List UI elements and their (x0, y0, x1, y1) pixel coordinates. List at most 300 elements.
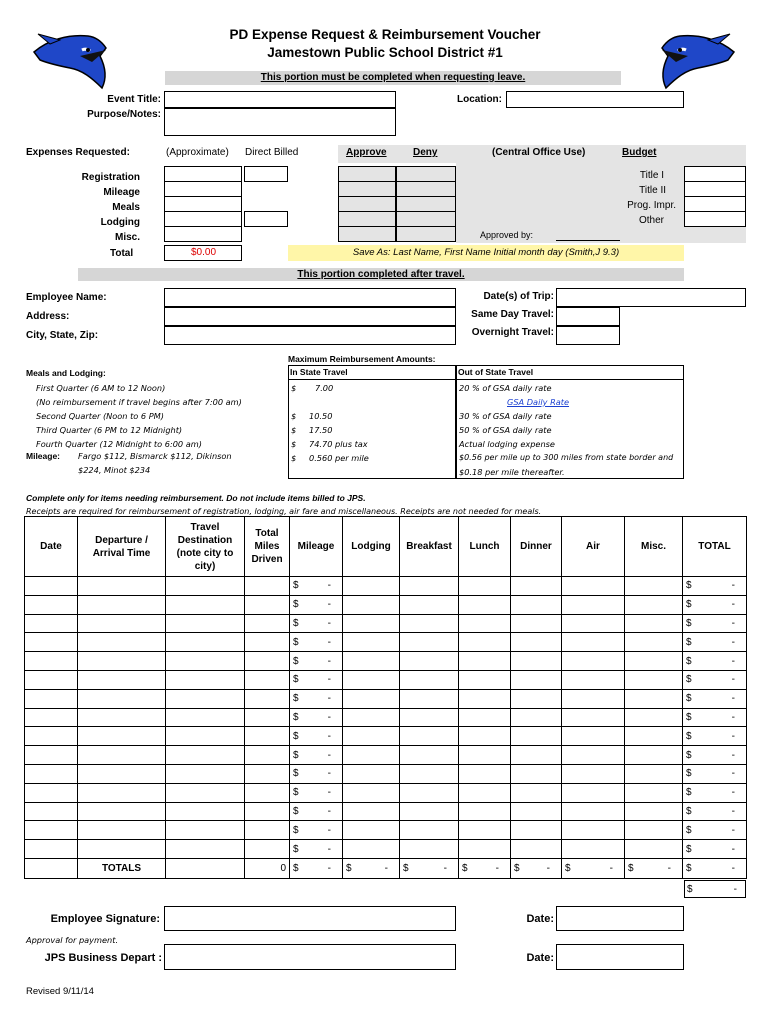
cell-air[interactable] (562, 577, 625, 596)
cell-mileage[interactable] (290, 577, 343, 596)
cell-lunch[interactable] (459, 614, 511, 633)
registration-direct-field[interactable] (244, 166, 288, 182)
dollar-sign: $ (686, 843, 692, 855)
cell-miles[interactable] (245, 746, 290, 765)
totals-breakfast (400, 858, 459, 878)
dollar-sign: $ (293, 843, 299, 855)
cell-misc[interactable] (625, 614, 683, 633)
cell-total[interactable] (683, 577, 747, 596)
cell-mileage[interactable] (290, 821, 343, 840)
cell-departure[interactable] (78, 633, 166, 652)
cell-dinner[interactable] (511, 802, 562, 821)
gsa-daily-rate-link[interactable]: GSA Daily Rate (507, 397, 570, 407)
cell-date[interactable] (25, 595, 78, 614)
approve-lodging[interactable] (338, 211, 396, 227)
cell-total[interactable] (683, 652, 747, 671)
meals-approx-field[interactable] (164, 196, 242, 212)
cell-total[interactable] (683, 727, 747, 746)
col-mileage: Mileage (290, 517, 343, 577)
out-state-values (459, 381, 683, 479)
overnight-travel-label: Overnight Travel: (471, 327, 554, 338)
mileage-approx-field[interactable] (164, 181, 242, 197)
cell-date[interactable] (25, 633, 78, 652)
cell-date[interactable] (25, 614, 78, 633)
cell-lodging[interactable] (343, 802, 400, 821)
cell-dinner[interactable] (511, 595, 562, 614)
cell-lunch[interactable] (459, 708, 511, 727)
dollar-sign: $ (686, 655, 692, 667)
dash-value: - (327, 749, 331, 761)
cell-miles[interactable] (245, 840, 290, 859)
dollar-sign: $ (293, 636, 299, 648)
approved-by-label: Approved by: (480, 230, 534, 240)
cell-breakfast[interactable] (400, 633, 459, 652)
cell-breakfast[interactable] (400, 595, 459, 614)
cell-date[interactable] (25, 727, 78, 746)
no-reimbursement-note: (No reimbursement if travel begins after 7:00 am) (36, 397, 242, 407)
approved-by-line[interactable] (556, 240, 620, 241)
cell-departure[interactable] (78, 802, 166, 821)
cell-miles[interactable] (245, 633, 290, 652)
cell-mileage[interactable] (290, 746, 343, 765)
cell-lodging[interactable] (343, 708, 400, 727)
totals-lunch (459, 858, 511, 878)
dollar-sign: $ (686, 693, 692, 705)
cell-lunch[interactable] (459, 652, 511, 671)
cell-mileage[interactable] (290, 708, 343, 727)
cell-miles[interactable] (245, 708, 290, 727)
cell-date[interactable] (25, 764, 78, 783)
dollar-sign: $ (565, 862, 571, 874)
cell-destination[interactable] (166, 840, 245, 859)
cell-lodging[interactable] (343, 746, 400, 765)
dollar-sign: $ (686, 730, 692, 742)
cell-mileage[interactable] (290, 633, 343, 652)
approximate-label: (Approximate) (166, 147, 229, 158)
dash-value: - (327, 617, 331, 629)
cell-dinner[interactable] (511, 633, 562, 652)
cell-misc[interactable] (625, 633, 683, 652)
cell-lunch[interactable] (459, 821, 511, 840)
lodging-approx-field[interactable] (164, 211, 242, 227)
dash-value: - (327, 674, 331, 686)
cell-date[interactable] (25, 708, 78, 727)
cell-date[interactable] (25, 821, 78, 840)
approve-registration[interactable] (338, 166, 396, 182)
cell-breakfast[interactable] (400, 577, 459, 596)
cell-departure[interactable] (78, 595, 166, 614)
dash-value: - (327, 730, 331, 742)
cell-lodging[interactable] (343, 821, 400, 840)
cell-misc[interactable] (625, 670, 683, 689)
overnight-travel-field[interactable] (556, 326, 620, 345)
cell-destination[interactable] (166, 652, 245, 671)
dollar-sign: $ (293, 693, 299, 705)
cell-mileage[interactable] (290, 840, 343, 859)
table-row (25, 577, 747, 596)
mileage-label: Mileage (103, 187, 140, 198)
cell-destination[interactable] (166, 670, 245, 689)
dash-value: - (731, 805, 735, 817)
cell-breakfast[interactable] (400, 783, 459, 802)
cell-lodging[interactable] (343, 595, 400, 614)
cell-date[interactable] (25, 670, 78, 689)
dollar-sign: $ (686, 580, 692, 592)
central-office-label: (Central Office Use) (492, 147, 586, 158)
deny-label: Deny (413, 147, 438, 158)
cell-dinner[interactable] (511, 727, 562, 746)
cell-departure[interactable] (78, 652, 166, 671)
table-row (25, 764, 747, 783)
cell-air[interactable] (562, 764, 625, 783)
cell-total[interactable] (683, 821, 747, 840)
cell-miles[interactable] (245, 727, 290, 746)
cell-destination[interactable] (166, 764, 245, 783)
cell-total[interactable] (683, 670, 747, 689)
cell-lunch[interactable] (459, 595, 511, 614)
budget-title-1-field[interactable] (684, 166, 746, 182)
cell-destination[interactable] (166, 727, 245, 746)
address-field[interactable] (164, 307, 456, 326)
cell-air[interactable] (562, 670, 625, 689)
dollar-sign: $ (686, 805, 692, 817)
cell-breakfast[interactable] (400, 821, 459, 840)
cell-dinner[interactable] (511, 708, 562, 727)
totals-mileage (290, 858, 343, 878)
cell-breakfast[interactable] (400, 614, 459, 633)
totals-total (683, 858, 747, 878)
cell-misc[interactable] (625, 821, 683, 840)
blue-jay-logo-icon (30, 30, 112, 92)
approve-label: Approve (346, 147, 387, 158)
cell-total[interactable] (683, 689, 747, 708)
dollar-sign: $ (293, 674, 299, 686)
dollar-sign: $ (293, 749, 299, 761)
cell-air[interactable] (562, 821, 625, 840)
cell-date[interactable] (25, 652, 78, 671)
cell-dinner[interactable] (511, 821, 562, 840)
cell-misc[interactable] (625, 689, 683, 708)
cell-departure[interactable] (78, 614, 166, 633)
cell-departure[interactable] (78, 764, 166, 783)
business-date-field[interactable] (556, 944, 684, 970)
col-lunch: Lunch (459, 517, 511, 577)
dash-value: - (327, 787, 331, 799)
cell-date[interactable] (25, 802, 78, 821)
cell-lunch[interactable] (459, 577, 511, 596)
cell-destination[interactable] (166, 802, 245, 821)
deny-lodging[interactable] (396, 211, 456, 227)
cell-mileage[interactable] (290, 727, 343, 746)
cell-total[interactable] (683, 708, 747, 727)
cell-breakfast[interactable] (400, 652, 459, 671)
dash-value: - (327, 636, 331, 648)
cell-date[interactable] (25, 577, 78, 596)
lodging-direct-field[interactable] (244, 211, 288, 227)
cell-lunch[interactable] (459, 727, 511, 746)
cell-total[interactable] (683, 783, 747, 802)
expense-item-labels (60, 170, 140, 245)
business-dept-field[interactable] (164, 944, 456, 970)
cell-breakfast[interactable] (400, 670, 459, 689)
cell-departure[interactable] (78, 577, 166, 596)
cell-lodging[interactable] (343, 689, 400, 708)
cell-date[interactable] (25, 689, 78, 708)
table-row (25, 802, 747, 821)
cell-lodging[interactable] (343, 652, 400, 671)
third-quarter: Third Quarter (6 PM to 12 Midnight) (36, 425, 183, 435)
cell-destination[interactable] (166, 821, 245, 840)
cell-total[interactable] (683, 633, 747, 652)
cell-departure[interactable] (78, 689, 166, 708)
cell-mileage[interactable] (290, 595, 343, 614)
cell-misc[interactable] (625, 840, 683, 859)
cell-departure[interactable] (78, 670, 166, 689)
approve-misc[interactable] (338, 226, 396, 242)
cell-lunch[interactable] (459, 746, 511, 765)
dollar-sign: $ (293, 617, 299, 629)
cell-mileage[interactable] (290, 802, 343, 821)
cell-miles[interactable] (245, 689, 290, 708)
table-row (25, 708, 747, 727)
cell-dinner[interactable] (511, 783, 562, 802)
budget-prog-impr-field[interactable] (684, 196, 746, 212)
cell-lunch[interactable] (459, 802, 511, 821)
cell-miles[interactable] (245, 652, 290, 671)
cell-misc[interactable] (625, 652, 683, 671)
cell-lunch[interactable] (459, 689, 511, 708)
dollar-sign: $ (686, 617, 692, 629)
cell-mileage[interactable] (290, 614, 343, 633)
cell-total[interactable] (683, 840, 747, 859)
cell-mileage[interactable] (290, 670, 343, 689)
col-date: Date (25, 517, 78, 577)
out-state-third-quarter: 50 % of GSA daily rate (459, 425, 552, 435)
cell-destination[interactable] (166, 708, 245, 727)
cell-breakfast[interactable] (400, 708, 459, 727)
grand-total-dash: - (733, 884, 737, 895)
cell-dinner[interactable] (511, 577, 562, 596)
cell-departure[interactable] (78, 727, 166, 746)
dates-of-trip-field[interactable] (556, 288, 746, 307)
cell-miles[interactable] (245, 670, 290, 689)
cell-misc[interactable] (625, 783, 683, 802)
cell-miles[interactable] (245, 595, 290, 614)
cell-lunch[interactable] (459, 670, 511, 689)
cell-miles[interactable] (245, 821, 290, 840)
cell-miles[interactable] (245, 802, 290, 821)
cell-lodging[interactable] (343, 840, 400, 859)
cell-lodging[interactable] (343, 727, 400, 746)
cell-lodging[interactable] (343, 783, 400, 802)
in-state-lodging: 74.70 plus tax (309, 439, 368, 449)
cell-dinner[interactable] (511, 670, 562, 689)
after-travel-banner: This portion completed after travel. (78, 268, 684, 281)
cell-dinner[interactable] (511, 840, 562, 859)
cell-lodging[interactable] (343, 633, 400, 652)
dash-value: - (731, 824, 735, 836)
cell-departure[interactable] (78, 821, 166, 840)
cell-total[interactable] (683, 802, 747, 821)
approve-meals[interactable] (338, 196, 396, 212)
cell-air[interactable] (562, 689, 625, 708)
signature-date-field[interactable] (556, 906, 684, 931)
cell-dinner[interactable] (511, 746, 562, 765)
dash-value: - (327, 843, 331, 855)
budget-other-field[interactable] (684, 211, 746, 227)
cell-lunch[interactable] (459, 633, 511, 652)
cell-destination[interactable] (166, 689, 245, 708)
purpose-field[interactable] (164, 108, 396, 136)
in-state-sym: $ (291, 453, 297, 463)
cell-mileage[interactable] (290, 652, 343, 671)
cell-lodging[interactable] (343, 577, 400, 596)
cell-misc[interactable] (625, 708, 683, 727)
cell-total[interactable] (683, 746, 747, 765)
cell-air[interactable] (562, 727, 625, 746)
location-field[interactable] (506, 91, 684, 108)
employee-name-field[interactable] (164, 288, 456, 307)
cell-departure[interactable] (78, 783, 166, 802)
cell-air[interactable] (562, 708, 625, 727)
cell-misc[interactable] (625, 577, 683, 596)
cell-destination[interactable] (166, 595, 245, 614)
budget-items (560, 168, 680, 228)
cell-misc[interactable] (625, 764, 683, 783)
cell-breakfast[interactable] (400, 727, 459, 746)
cell-air[interactable] (562, 652, 625, 671)
deny-mileage[interactable] (396, 181, 456, 197)
totals-dinner (511, 858, 562, 878)
cell-misc[interactable] (625, 746, 683, 765)
in-state-sym: $ (291, 425, 297, 435)
cell-dinner[interactable] (511, 764, 562, 783)
employee-signature-field[interactable] (164, 906, 456, 931)
deny-meals[interactable] (396, 196, 456, 212)
out-state-mileage-2: $0.18 per mile thereafter. (459, 467, 565, 477)
cell-dinner[interactable] (511, 614, 562, 633)
cell-air[interactable] (562, 783, 625, 802)
dollar-sign: $ (686, 768, 692, 780)
cell-mileage[interactable] (290, 783, 343, 802)
table-row (25, 783, 747, 802)
cell-breakfast[interactable] (400, 746, 459, 765)
cell-destination[interactable] (166, 633, 245, 652)
cell-departure[interactable] (78, 708, 166, 727)
cell-miles[interactable] (245, 577, 290, 596)
cell-total[interactable] (683, 764, 747, 783)
table-row (25, 652, 747, 671)
cell-air[interactable] (562, 595, 625, 614)
in-state-first-quarter: 7.00 (315, 383, 334, 393)
deny-registration[interactable] (396, 166, 456, 182)
cell-total[interactable] (683, 595, 747, 614)
misc-approx-field[interactable] (164, 226, 242, 242)
dash-value: - (546, 862, 550, 874)
budget-other: Other (638, 215, 664, 226)
cell-departure[interactable] (78, 840, 166, 859)
cell-date[interactable] (25, 840, 78, 859)
dollar-sign: $ (628, 862, 634, 874)
cell-lodging[interactable] (343, 670, 400, 689)
cell-breakfast[interactable] (400, 840, 459, 859)
cell-lunch[interactable] (459, 840, 511, 859)
cell-air[interactable] (562, 840, 625, 859)
out-state-second-quarter: 30 % of GSA daily rate (459, 411, 552, 421)
cell-misc[interactable] (625, 727, 683, 746)
cell-lunch[interactable] (459, 783, 511, 802)
dollar-sign: $ (686, 862, 692, 874)
cell-air[interactable] (562, 802, 625, 821)
max-reimbursement-label: Maximum Reimbursement Amounts: (288, 354, 436, 364)
dash-value: - (731, 730, 735, 742)
col-misc: Misc. (625, 517, 683, 577)
totals-date (25, 858, 78, 878)
cell-date[interactable] (25, 746, 78, 765)
budget-title-2-field[interactable] (684, 181, 746, 197)
cell-departure[interactable] (78, 746, 166, 765)
cell-misc[interactable] (625, 802, 683, 821)
lodging-label: Lodging (100, 217, 140, 228)
cell-destination[interactable] (166, 746, 245, 765)
cell-dinner[interactable] (511, 689, 562, 708)
cell-destination[interactable] (166, 783, 245, 802)
dash-value: - (327, 580, 331, 592)
cell-miles[interactable] (245, 614, 290, 633)
approve-mileage[interactable] (338, 181, 396, 197)
dollar-sign: $ (686, 636, 692, 648)
cell-mileage[interactable] (290, 764, 343, 783)
cell-miles[interactable] (245, 783, 290, 802)
instructions-line-2: Receipts are required for reimbursement of registration, lodging, air fare and miscellaneous. Receipts are not needed for meals. (26, 507, 542, 516)
cell-air[interactable] (562, 746, 625, 765)
cell-dinner[interactable] (511, 652, 562, 671)
cell-air[interactable] (562, 614, 625, 633)
employee-name-label: Employee Name: (26, 292, 107, 303)
dollar-sign: $ (293, 787, 299, 799)
cell-date[interactable] (25, 783, 78, 802)
direct-billed-label: Direct Billed (245, 147, 299, 158)
registration-approx-field[interactable] (164, 166, 242, 182)
cell-destination[interactable] (166, 577, 245, 596)
deny-misc[interactable] (396, 226, 456, 242)
totals-row (25, 858, 747, 878)
table-header-row (25, 517, 747, 577)
cell-destination[interactable] (166, 614, 245, 633)
same-day-travel-field[interactable] (556, 307, 620, 326)
cell-total[interactable] (683, 614, 747, 633)
city-state-zip-field[interactable] (164, 326, 456, 345)
cell-miles[interactable] (245, 764, 290, 783)
event-title-field[interactable] (164, 91, 396, 108)
cell-air[interactable] (562, 633, 625, 652)
cell-mileage[interactable] (290, 689, 343, 708)
dash-value: - (327, 599, 331, 611)
cell-breakfast[interactable] (400, 764, 459, 783)
cell-lodging[interactable] (343, 764, 400, 783)
cell-lodging[interactable] (343, 614, 400, 633)
meals-lodging-label: Meals and Lodging: (26, 368, 106, 378)
budget-title-1: Title I (639, 170, 664, 181)
cell-lunch[interactable] (459, 764, 511, 783)
address-label: Address: (26, 311, 70, 322)
cell-breakfast[interactable] (400, 689, 459, 708)
dash-value: - (667, 862, 671, 874)
blue-jay-logo-icon (656, 30, 738, 92)
cell-misc[interactable] (625, 595, 683, 614)
table-row (25, 633, 747, 652)
cell-breakfast[interactable] (400, 802, 459, 821)
